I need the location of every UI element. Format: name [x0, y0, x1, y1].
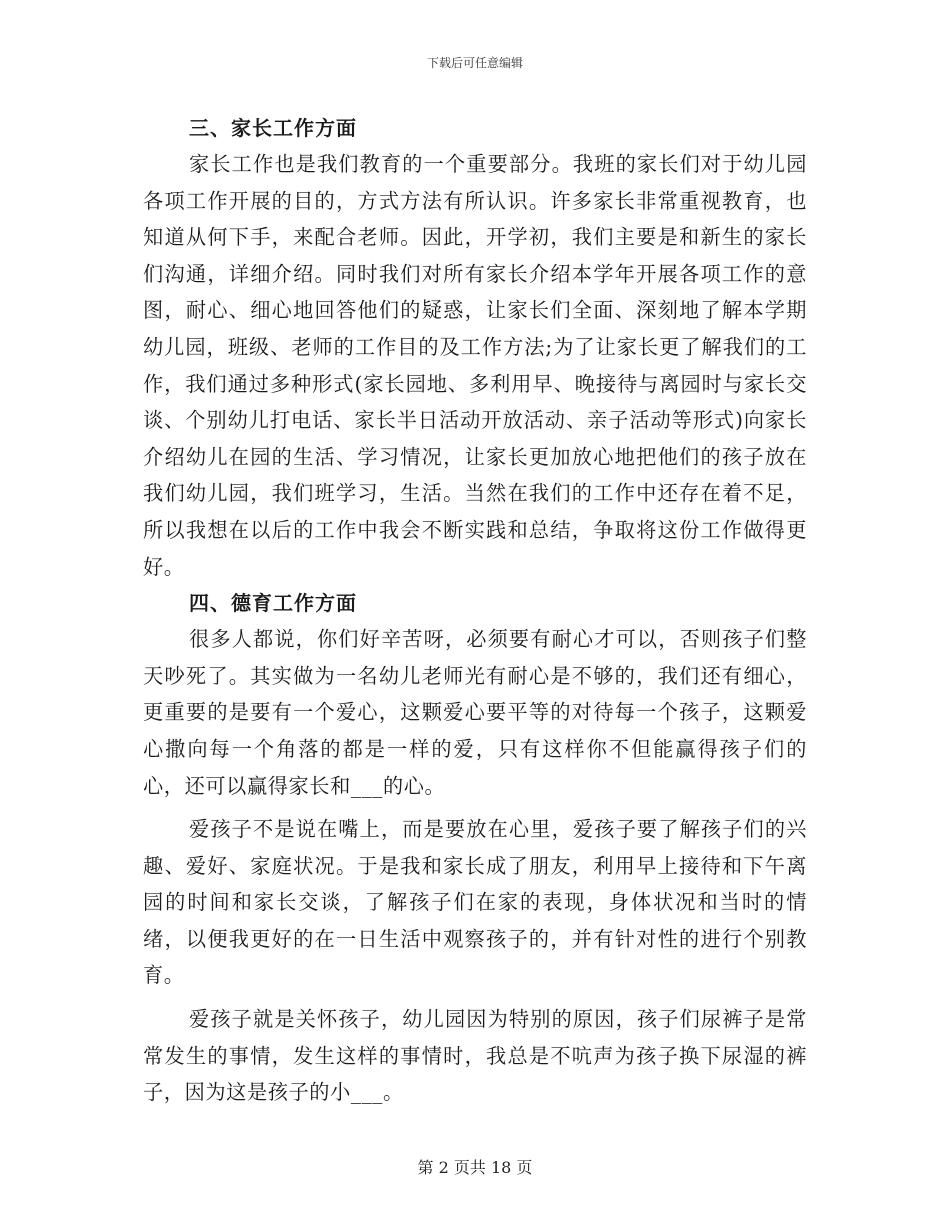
document-body — [143, 110, 807, 1111]
section-heading-parent-work: 三、家长工作方面 — [189, 116, 357, 140]
paragraph-moral-patience: 很多人都说，你们好辛苦呀，必须要有耐心才可以，否则孩子们整天吵死了。其实做为一名幼儿老师光有耐心是不够的，我们还有细心，更重要的是要有一个爱心，这颗爱心要平等的对待每一个孩子，这颗爱心撒向每一个角落的都是一样的爱，只有这样你不但能赢得孩子们的心，还可以赢得家长和___的心。 — [143, 627, 807, 798]
page-header: 下载后可任意编辑 — [426, 56, 523, 70]
paragraph-moral-care: 爱孩子就是关怀孩子，幼儿园因为特别的原因，孩子们尿裤子是常常发生的事情，发生这样的事情时，我总是不吭声为孩子换下尿湿的裤子，因为这是孩子的小___。 — [143, 1007, 807, 1105]
page-footer: 第 2 页共 18 页 — [417, 1158, 533, 1177]
paragraph-moral-love: 爱孩子不是说在嘴上，而是要放在心里，爱孩子要了解孩子们的兴趣、爱好、家庭状况。于是我和家长成了朋友，利用早上接待和下午离园的时间和家长交谈，了解孩子们在家的表现，身体状况和当时的情绪，以便我更好的在一日生活中观察孩子的，并有针对性的进行个别教育。 — [143, 817, 807, 988]
section-heading-moral-education: 四、德育工作方面 — [189, 591, 357, 616]
paragraph-parent-work: 家长工作也是我们教育的一个重要部分。我班的家长们对于幼儿园各项工作开展的目的，方式方法有所认识。许多家长非常重视教育，也知道从何下手，来配合老师。因此，开学初，我们主要是和新生的家长们沟通，详细介绍。同时我们对所有家长介绍本学年开展各项工作的意图，耐心、细心地回答他们的疑惑，让家长们全面、深刻地了解本学期幼儿园，班级、老师的工作目的及工作方法;为了让家长更了解我们的工作，我们通过多种形式(家长园地、多利用早、晚接待与离园时与家长交谈、个别幼儿打电话、家长半日活动开放活动、亲子活动等形式)向家长介绍幼儿在园的生活、学习情况，让家长更加放心地把他们的孩子放在我们幼儿园，我们班学习，生活。当然在我们的工作中还存在着不足，所以我想在以后的工作中我会不断实践和总结，争取将这份工作做得更好。 — [143, 152, 807, 579]
